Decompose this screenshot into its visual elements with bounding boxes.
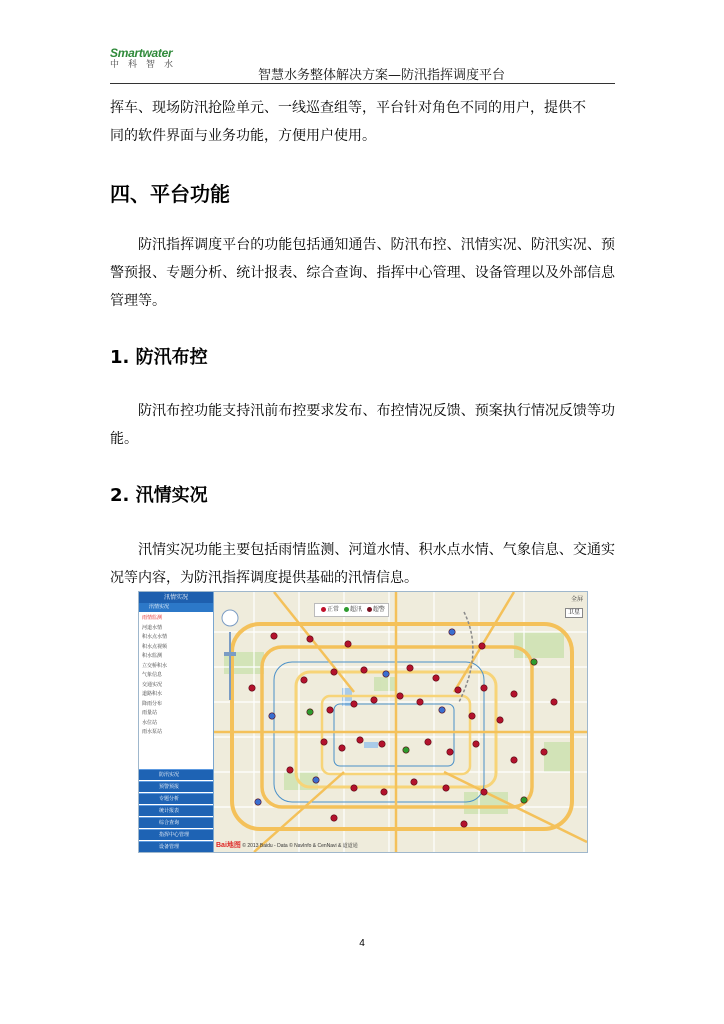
sidebar-list xyxy=(139,612,213,738)
station-marker[interactable] xyxy=(411,779,417,785)
sidebar-menu-button[interactable]: 统计报表 xyxy=(139,805,213,816)
station-marker[interactable] xyxy=(469,713,475,719)
station-marker[interactable] xyxy=(443,785,449,791)
sidebar-item[interactable]: 雨情监测 xyxy=(142,615,163,621)
sidebar-item[interactable]: 立交桥积水 xyxy=(142,662,168,669)
item2-paragraph xyxy=(110,536,615,592)
sidebar-item[interactable]: 交通实况 xyxy=(142,681,163,688)
sidebar-item[interactable]: 河道水情 xyxy=(142,624,163,631)
item1-text: 防汛布控功能支持汛前布控要求发布、布控情况反馈、预案执行情况反馈等功能。 xyxy=(110,403,615,447)
map-copyright xyxy=(216,840,358,850)
legend-normal: 正常 xyxy=(327,606,340,613)
legend-dot-over-flood xyxy=(344,607,349,612)
station-marker[interactable] xyxy=(249,685,255,691)
station-marker[interactable] xyxy=(313,777,319,783)
sidebar-item[interactable]: 水位站 xyxy=(142,719,158,726)
station-marker[interactable] xyxy=(383,671,389,677)
station-marker[interactable] xyxy=(287,767,293,773)
logo-chinese: 中科智水 xyxy=(110,60,183,70)
station-marker[interactable] xyxy=(511,691,517,697)
station-marker[interactable] xyxy=(551,699,557,705)
station-marker[interactable] xyxy=(307,636,313,642)
station-marker[interactable] xyxy=(447,749,453,755)
sidebar-menu-button[interactable]: 指挥中心管理 xyxy=(139,829,213,840)
screenshot-sidebar xyxy=(139,592,214,852)
station-marker[interactable] xyxy=(439,707,445,713)
station-marker[interactable] xyxy=(371,697,377,703)
station-marker[interactable] xyxy=(481,789,487,795)
station-marker[interactable] xyxy=(397,693,403,699)
sidebar-menu-button[interactable]: 设备管理 xyxy=(139,841,213,852)
station-marker[interactable] xyxy=(425,739,431,745)
copyright-text: © 2013 Baidu - Data © NavInfo & CenNavi & 道道通 xyxy=(242,843,358,849)
station-marker[interactable] xyxy=(433,675,439,681)
section-heading-platform-functions: 四、平台功能 xyxy=(110,182,230,206)
station-marker[interactable] xyxy=(357,737,363,743)
sidebar-item[interactable]: 雨水泵站 xyxy=(142,729,163,735)
station-marker[interactable] xyxy=(497,717,503,723)
city-map[interactable] xyxy=(214,592,587,852)
sidebar-item[interactable]: 道路积水 xyxy=(142,691,163,697)
station-marker[interactable] xyxy=(361,667,367,673)
station-marker[interactable] xyxy=(479,643,485,649)
station-marker[interactable] xyxy=(307,709,313,715)
station-marker[interactable] xyxy=(331,669,337,675)
map-toolbar[interactable] xyxy=(571,594,583,603)
software-screenshot xyxy=(138,591,588,853)
intro-line-1: 挥车、现场防汛抢险单元、一线巡查组等，平台针对角色不同的用户，提供不 xyxy=(110,100,586,116)
station-marker[interactable] xyxy=(269,713,275,719)
page-number: 4 xyxy=(359,938,365,949)
item2-text: 汛情实况功能主要包括雨情监测、河道水情、积水点水情、气象信息、交通实况等内容，为防汛指挥调度提供基础的汛情信息。 xyxy=(110,542,615,586)
station-marker[interactable] xyxy=(473,741,479,747)
intro-paragraph xyxy=(110,94,615,150)
station-marker[interactable] xyxy=(301,677,307,683)
station-marker[interactable] xyxy=(531,659,537,665)
sidebar-menu-button[interactable]: 防汛实况 xyxy=(139,769,213,780)
station-marker[interactable] xyxy=(345,641,351,647)
station-marker[interactable] xyxy=(271,633,277,639)
legend-over-flood: 超汛 xyxy=(349,606,362,613)
station-marker[interactable] xyxy=(403,747,409,753)
legend-dot-normal xyxy=(321,607,326,612)
sidebar-item[interactable]: 积水监测 xyxy=(142,653,163,659)
station-marker[interactable] xyxy=(339,745,345,751)
sidebar-header: 汛情实况 xyxy=(139,592,213,603)
sidebar-item[interactable]: 积水点视频 xyxy=(142,643,168,650)
sidebar-menu-button[interactable]: 综合查询 xyxy=(139,817,213,828)
sidebar-subheader: 汛情实况 xyxy=(139,603,213,612)
station-marker[interactable] xyxy=(331,815,337,821)
sidebar-item[interactable]: 降雨分布 xyxy=(142,700,163,707)
satellite-toggle[interactable]: 卫星 xyxy=(565,608,583,618)
legend-over-warning: 超警 xyxy=(372,606,385,613)
sidebar-menu-button[interactable]: 预警预报 xyxy=(139,781,213,792)
section4-text: 防汛指挥调度平台的功能包括通知通告、防汛布控、汛情实况、防汛实况、预警预报、专题分析、统计报表、综合查询、指挥中心管理、设备管理以及外部信息管理等。 xyxy=(110,237,615,309)
station-marker[interactable] xyxy=(321,739,327,745)
map-legend xyxy=(314,603,389,617)
map-canvas xyxy=(214,592,587,852)
fullscreen-button[interactable]: 全屏 xyxy=(570,596,583,603)
header-rule xyxy=(110,83,615,84)
sidebar-menu-button[interactable]: 专题分析 xyxy=(139,793,213,804)
sidebar-item[interactable]: 气象信息 xyxy=(142,672,163,678)
station-marker[interactable] xyxy=(521,797,527,803)
sidebar-item[interactable]: 积水点水情 xyxy=(142,634,168,640)
sidebar-item[interactable]: 雨量站 xyxy=(142,710,158,716)
baidu-logo: Bai地图 xyxy=(216,842,241,849)
station-marker[interactable] xyxy=(255,799,261,805)
section4-paragraph xyxy=(110,231,615,315)
station-marker[interactable] xyxy=(417,699,423,705)
header-title: 智慧水务整体解决方案—防汛指挥调度平台 xyxy=(258,68,506,83)
sidebar-bottom-menu xyxy=(139,768,213,852)
station-marker[interactable] xyxy=(455,687,461,693)
station-marker[interactable] xyxy=(351,701,357,707)
station-marker[interactable] xyxy=(351,785,357,791)
intro-line-2: 同的软件界面与业务功能，方便用户使用。 xyxy=(110,128,376,144)
logo-english: Smartwater xyxy=(110,46,173,60)
station-marker[interactable] xyxy=(481,685,487,691)
station-marker[interactable] xyxy=(449,629,455,635)
heading-flood-control-deployment: 1. 防汛布控 xyxy=(110,347,208,368)
station-marker[interactable] xyxy=(381,789,387,795)
item1-paragraph xyxy=(110,397,615,453)
station-marker[interactable] xyxy=(327,707,333,713)
heading-flood-situation: 2. 汛情实况 xyxy=(110,485,208,506)
legend-dot-over-warning xyxy=(367,607,372,612)
station-marker[interactable] xyxy=(461,821,467,827)
company-logo xyxy=(110,47,184,71)
station-marker[interactable] xyxy=(407,665,413,671)
station-marker[interactable] xyxy=(511,757,517,763)
station-marker[interactable] xyxy=(541,749,547,755)
station-marker[interactable] xyxy=(379,741,385,747)
